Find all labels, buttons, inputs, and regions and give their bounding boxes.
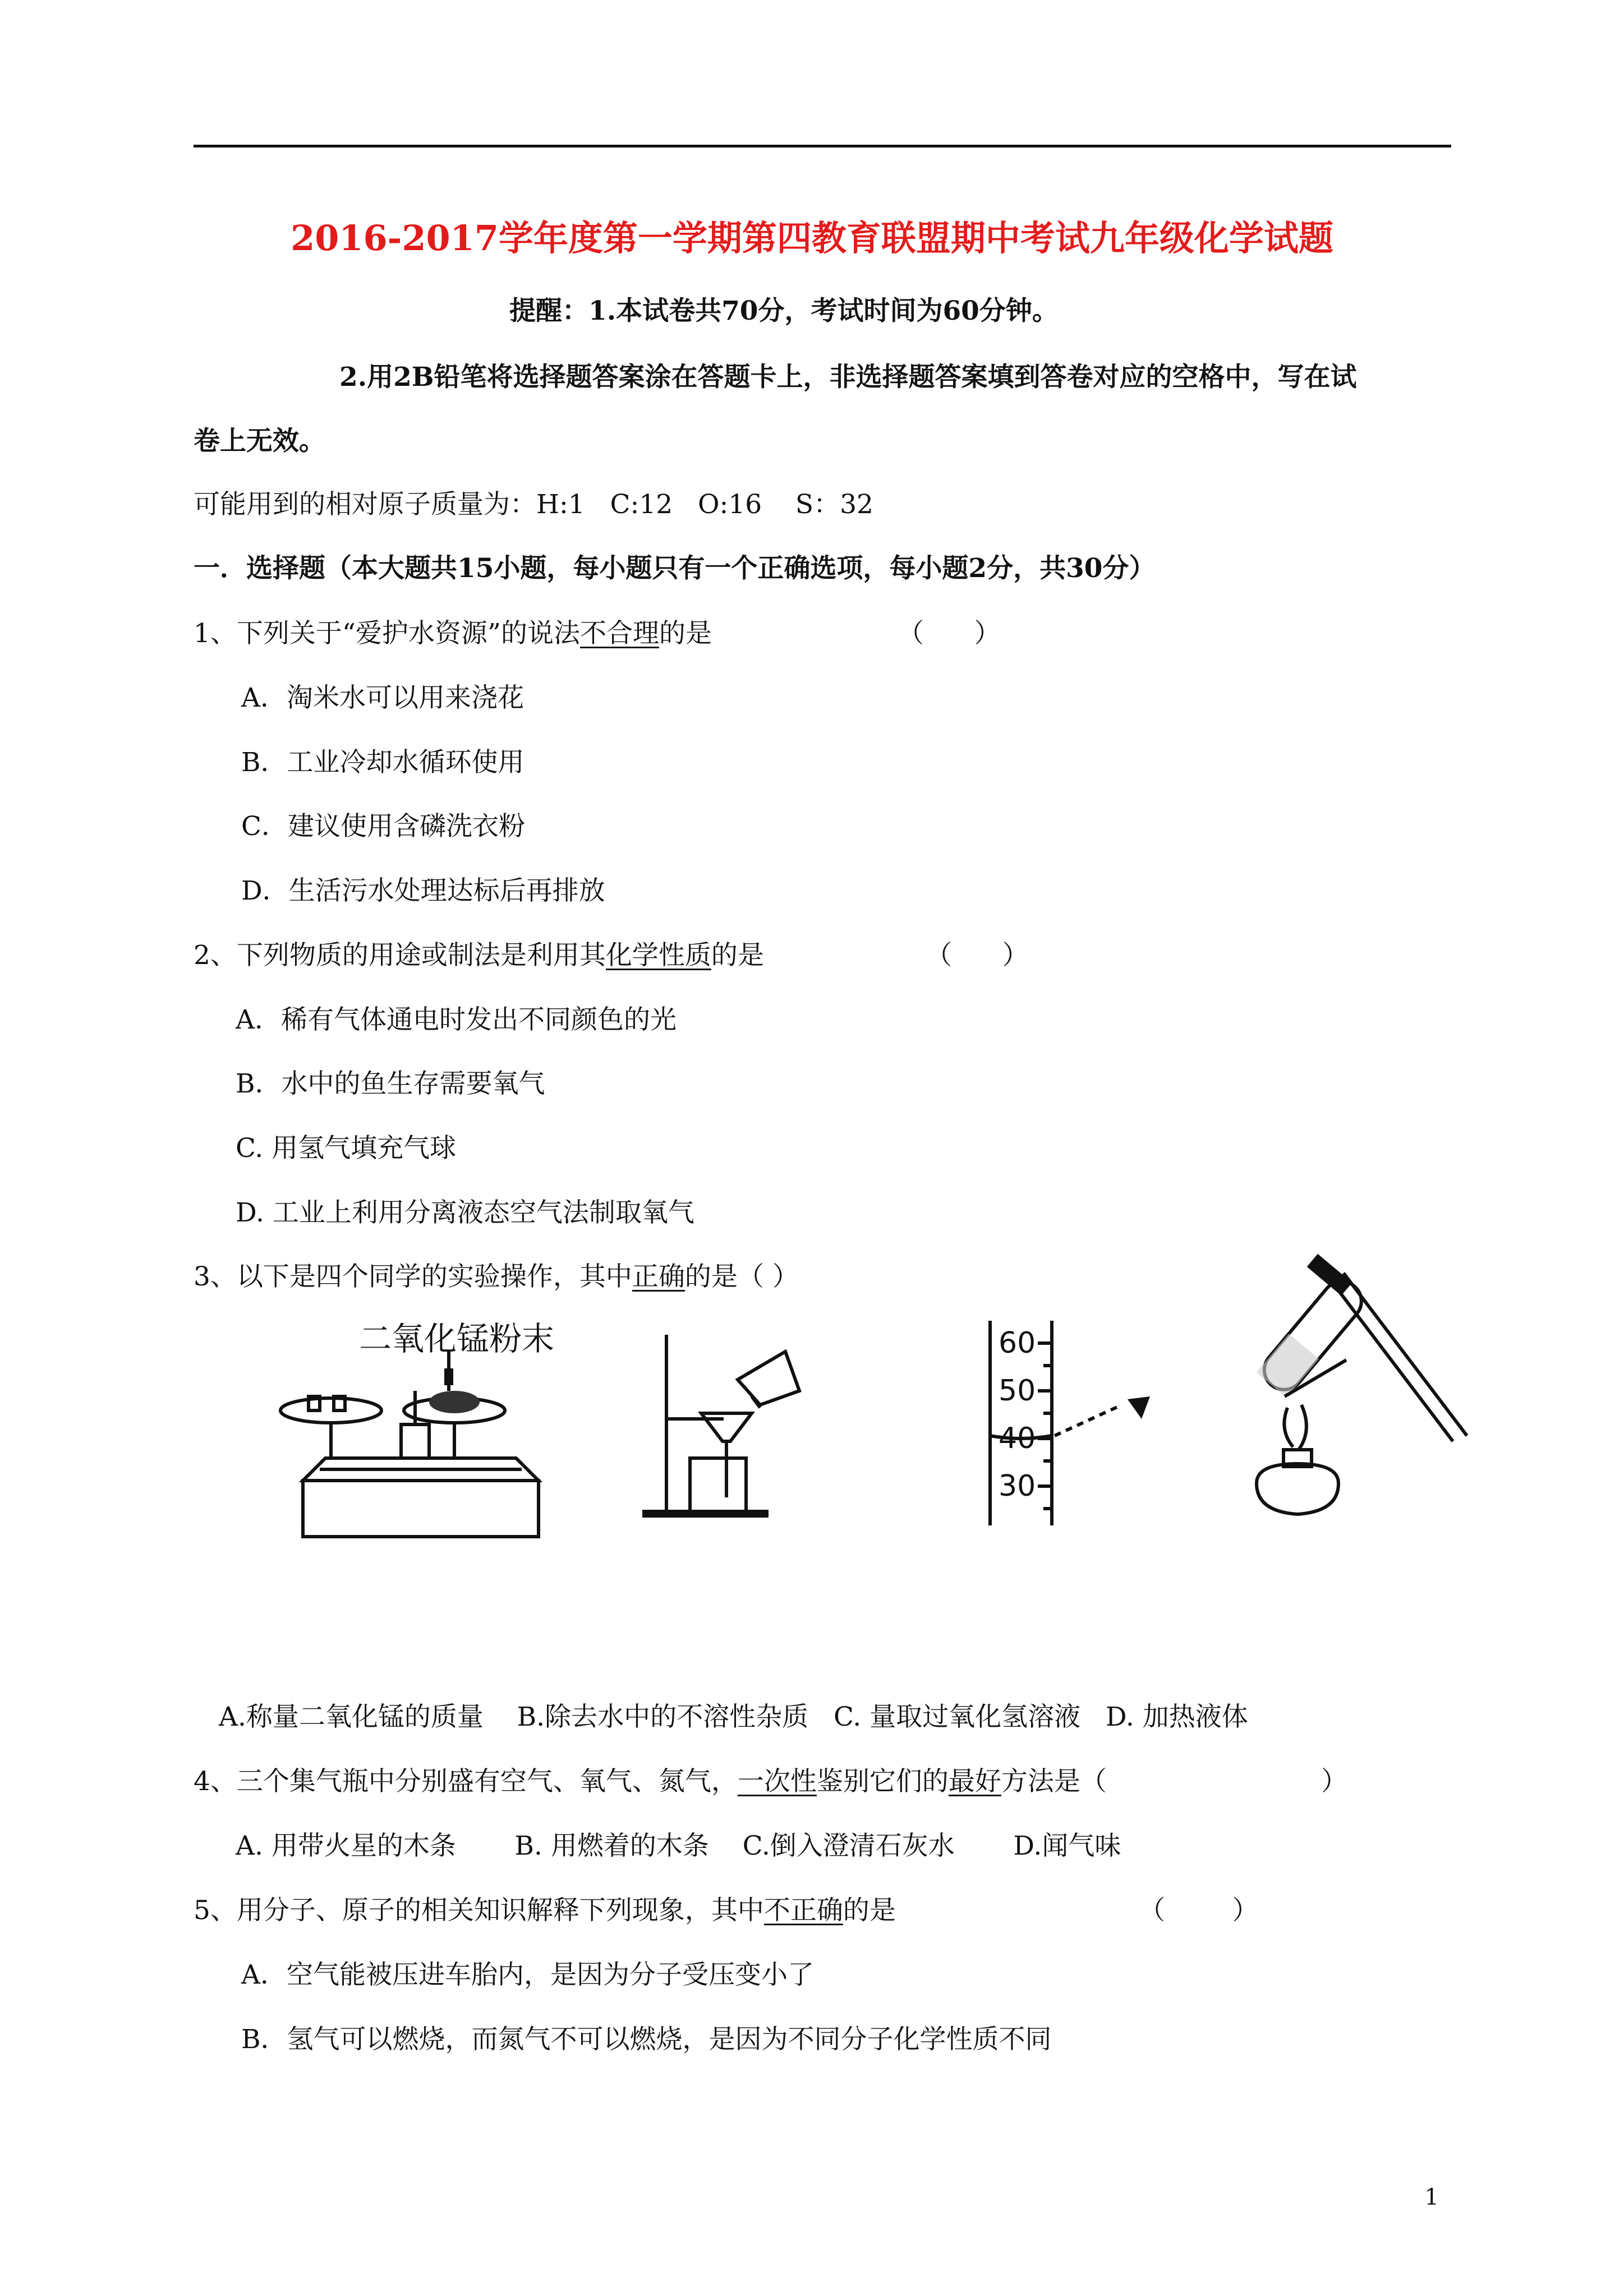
figure-heating-liquid <box>1223 1262 1470 1542</box>
q5-option-b: B．氢气可以燃烧，而氮气不可以燃烧，是因为不同分子化学性质不同 <box>241 2024 1052 2055</box>
q1-option-a: A．淘米水可以用来浇花 <box>241 683 524 713</box>
question-2-stem <box>194 939 764 972</box>
q1-option-d: D．生活污水处理达标后再排放 <box>241 875 605 906</box>
figure-a-label: 二氧化锰粉末 <box>359 1320 555 1358</box>
question-5-stem <box>194 1894 896 1928</box>
page-number: 1 <box>1424 2184 1439 2210</box>
q2-option-a: A．稀有气体通电时发出不同颜色的光 <box>236 1004 677 1035</box>
reminder-line-1: 提醒：1.本试卷共70分，考试时间为60分钟。 <box>509 296 1059 326</box>
q5-stem-underlined: 不正确 <box>763 1895 843 1926</box>
q1-option-c: C．建议使用含磷洗衣粉 <box>241 811 525 842</box>
q1-option-b: B．工业冷却水循环使用 <box>241 747 525 778</box>
q2-answer-paren: （ ） <box>926 940 1029 971</box>
q1-stem-underlined: 不合理 <box>579 618 659 649</box>
q5-option-a: A．空气能被压进车胎内，是因为分子受压变小了 <box>241 1960 814 1990</box>
figure-balance <box>269 1312 583 1553</box>
reminder-line-2: 2.用2B铅笔将选择题答案涂在答题卡上，非选择题答案填到答卷对应的空格中，写在试 <box>339 362 1357 393</box>
q4-stem-underlined-2: 最好 <box>948 1766 1001 1797</box>
top-rule <box>194 145 1451 147</box>
q1-stem-a: 1、下列关于“爱护水资源”的说法 <box>194 618 580 649</box>
figure-graduated-cylinder <box>982 1321 1161 1528</box>
q5-answer-paren: （ ） <box>1139 1895 1259 1926</box>
atomic-masses: 可能用到的相对原子质量为：H:1 C:12 O:16 S：32 <box>194 489 873 520</box>
cylinder-tick-50: 50 <box>999 1374 1036 1408</box>
q5-stem-b: 的是 <box>843 1895 896 1926</box>
q3-options: A.称量二氧化锰的质量 B.除去水中的不溶性杂质 C. 量取过氧化氢溶液 D. 加热液体 <box>219 1702 1248 1732</box>
q4-paren-close: ） <box>1321 1766 1347 1797</box>
q5-stem-a: 5、用分子、原子的相关知识解释下列现象，其中 <box>194 1895 764 1926</box>
section-heading: 一．选择题（本大题共15小题，每小题只有一个正确选项，每小题2分，共30分） <box>194 553 1156 584</box>
q2-option-b: B．水中的鱼生存需要氧气 <box>236 1068 545 1099</box>
question-3-stem <box>194 1260 799 1294</box>
q1-stem-b: 的是 <box>659 618 712 649</box>
q3-stem-a: 3、以下是四个同学的实验操作，其中 <box>194 1261 632 1292</box>
question-4-stem <box>194 1765 1107 1799</box>
q2-stem-underlined: 化学性质 <box>605 940 711 971</box>
cylinder-tick-30: 30 <box>999 1469 1036 1503</box>
heating-drawing <box>1223 1262 1470 1542</box>
q3-stem-b: 的是（ ） <box>684 1261 799 1292</box>
q3-stem-underlined: 正确 <box>632 1261 685 1292</box>
exam-title: 2016-2017学年度第一学期第四教育联盟期中考试九年级化学试题 <box>291 218 1333 259</box>
q4-options: A. 用带火星的木条 B. 用燃着的木条 C.倒入澄清石灰水 D.闻气味 <box>236 1831 1121 1861</box>
cylinder-tick-60: 60 <box>999 1326 1036 1360</box>
figure-filtration <box>640 1329 808 1531</box>
cylinder-tick-40: 40 <box>999 1422 1036 1455</box>
q4-stem-b: 鉴别它们的 <box>816 1766 949 1797</box>
q4-stem-underlined-1: 一次性 <box>737 1766 817 1797</box>
q4-stem-a: 4、三个集气瓶中分别盛有空气、氧气、氮气， <box>194 1766 738 1797</box>
q2-stem-b: 的是 <box>711 940 764 971</box>
q2-option-d: D. 工业上利用分离液态空气法制取氧气 <box>236 1197 694 1228</box>
filtration-drawing <box>640 1329 808 1531</box>
q2-stem-a: 2、下列物质的用途或制法是利用其 <box>194 940 606 971</box>
q4-stem-c: 方法是（ <box>1001 1766 1107 1797</box>
q1-answer-paren: （ ） <box>898 618 1001 649</box>
question-1-stem <box>194 617 712 651</box>
q2-option-c: C. 用氢气填充气球 <box>236 1133 457 1164</box>
reminder-line-3: 卷上无效。 <box>194 426 325 457</box>
